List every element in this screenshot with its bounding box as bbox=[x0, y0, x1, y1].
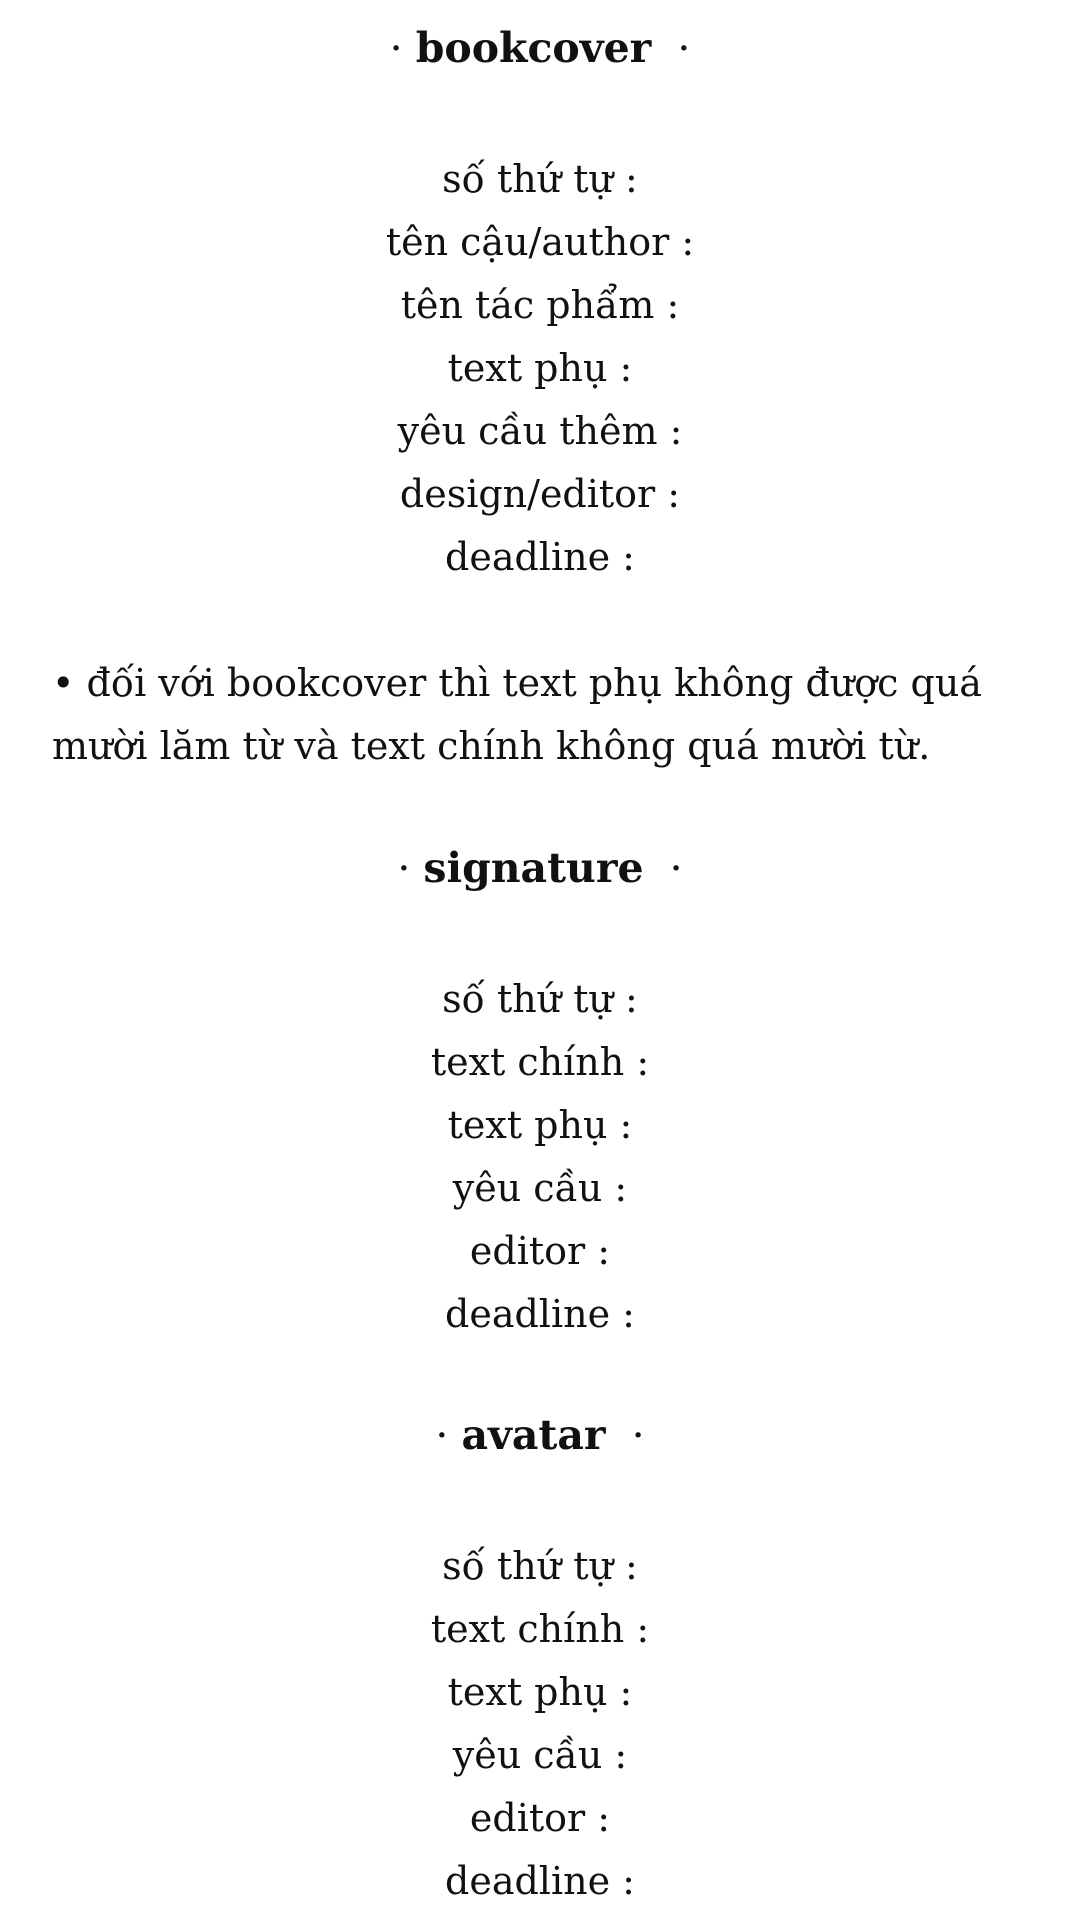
field-list bbox=[0, 968, 1080, 1346]
field-label: số thứ tự : bbox=[442, 1544, 638, 1588]
field-label: text phụ : bbox=[447, 346, 633, 390]
heading-prefix: · bbox=[435, 1411, 462, 1459]
field-list bbox=[0, 1535, 1080, 1913]
field-label: text phụ : bbox=[447, 1670, 633, 1714]
bookcover-note: • đối với bookcover thì text phụ không được quá mười lăm từ và text chính không quá mười từ. bbox=[52, 661, 982, 768]
field-label: số thứ tự : bbox=[442, 977, 638, 1021]
field-label: yêu cầu thêm : bbox=[397, 409, 683, 453]
field-label: deadline : bbox=[445, 1292, 635, 1336]
section-title: avatar bbox=[461, 1411, 606, 1459]
field-list bbox=[0, 148, 1080, 589]
field-label: text chính : bbox=[430, 1040, 650, 1084]
field-label: text chính : bbox=[430, 1607, 650, 1651]
section-heading bbox=[0, 1409, 1080, 1461]
field-label: yêu cầu : bbox=[452, 1166, 628, 1210]
heading-suffix: · bbox=[605, 1411, 645, 1459]
section-title: signature bbox=[423, 844, 644, 892]
field-label: tên cậu/author : bbox=[385, 220, 695, 264]
bookcover-section bbox=[0, 22, 1080, 842]
signature-section bbox=[0, 842, 1080, 1409]
field-label: tên tác phẩm : bbox=[400, 283, 680, 327]
section-heading bbox=[0, 842, 1080, 894]
heading-suffix: · bbox=[643, 844, 683, 892]
heading-prefix: · bbox=[397, 844, 424, 892]
field-label: yêu cầu : bbox=[452, 1733, 628, 1777]
heading-suffix: · bbox=[651, 24, 691, 72]
field-label: editor : bbox=[469, 1796, 611, 1840]
field-label: design/editor : bbox=[399, 472, 681, 516]
section-title: bookcover bbox=[415, 24, 652, 72]
avatar-section bbox=[0, 1409, 1080, 1913]
field-label: text phụ : bbox=[447, 1103, 633, 1147]
field-label: số thứ tự : bbox=[442, 157, 638, 201]
field-label: deadline : bbox=[445, 1859, 635, 1903]
field-label: deadline : bbox=[445, 535, 635, 579]
field-label: editor : bbox=[469, 1229, 611, 1273]
section-heading bbox=[0, 22, 1080, 74]
heading-prefix: · bbox=[389, 24, 416, 72]
